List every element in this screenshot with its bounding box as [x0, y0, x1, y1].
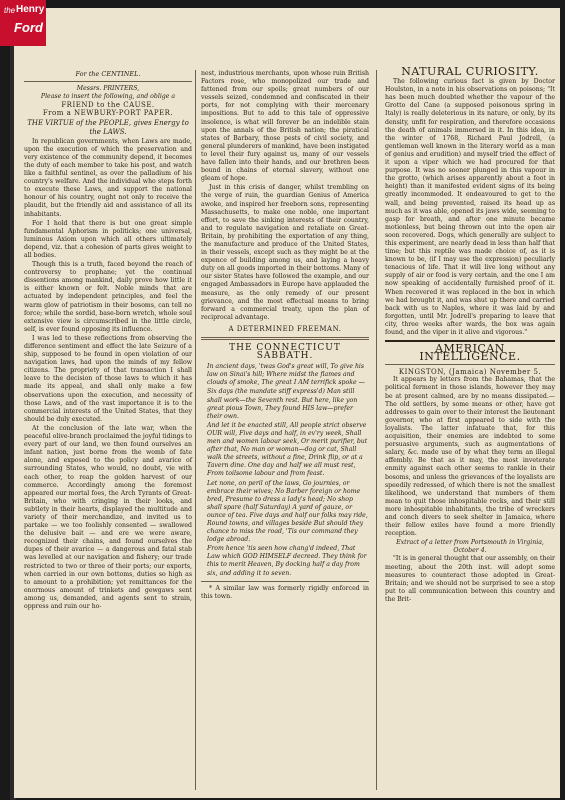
footnote: * A similar law was formerly rigidly enforced in this town.	[201, 584, 369, 600]
salutation: Messrs. PRINTERS,	[76, 85, 140, 93]
extract-heading: Extract of a letter from Portsmouth in Virginia, October 4.	[396, 539, 544, 555]
column-header: For the CENTINEL.	[75, 70, 141, 78]
divider	[201, 581, 369, 582]
poem-verse: Six days (the mandate stiff express'd) Man still shall work—the Seventh rest. But here, like yon great pious Town, They found HIS law—prefer their own.	[207, 388, 358, 420]
poem-verse: Let none, on peril of the laws, Go journies, or embrace their wives; No Barber foreign or home bred, Presume to dress a lady's head; No shop shall spare (half Saturday) A yard of gauze, or ounce of tea. Five days and half our folks may ride, Round towns, and villages beside But should they chance to miss the road, 'Tis our command they lodge abroad.	[207, 479, 368, 544]
article-title: THE VIRTUE of the PEOPLE, gives Energy to the LAWS.	[27, 119, 189, 136]
paragraph: nest, industrious merchants, upon whose ruin British Factors rose, who monopolized our trade and fattened from our spoils; great numbers of our vessels seized, condemned and confiscated in their ports, for not complying with their mercenary impositions. But to add to this tale of oppressive insolence, is what will forever be an indelible stain upon the annals of the British nation; the piratical states of Barbary, those pests of civil society, and general plunderers of mankind, have been instigated to level their fury against us, many of our vessels have fallen into their hands, and our brethren been bound in chains of eternal slavery, without one gleam of hope.	[201, 70, 369, 183]
column-middle	[201, 70, 369, 602]
request-line: Please to insert the following, and oblige a	[40, 93, 176, 101]
paragraph: "It is in general thought that our assembly, on their meeting, about the 20th inst. will adopt some measures to counteract those adopted in Great-Britain; and we should not be surprised to see a stop put to all communication between this country and the Brit-	[385, 555, 555, 603]
paragraph: In republican governments, when Laws are made, upon the execution of which the preservation and very existence of the community depend, it becomes the duty of each member to take his post, and watch like a faithful sentinel, as over the palladium of his country's welfare. And the individual who steps forth to execute these Laws, and support the national honour of his country, ought not only to receive the plaudit, but the friendly aid and assistance of all its inhabitants.	[24, 137, 192, 218]
poem-title: THE CONNECTICUT SABBATH.	[229, 343, 341, 362]
paragraph: At the conclusion of the late war, when the peaceful olive-branch proclaimed the joyful tidings to every part of our land, we then found ourselves an infant nation, just borne from the womb of fate alone, and exposed to the policy and avarice of surrounding States, who would, no doubt, vie with each other, to reap the golden harvest of our commerce. Accordingly among the foremost appeared our mortal foes, the Arch Tyrants of Great-Britain, who with cringing in their looks, and subtlety in their hearts, displayed the multitude and variety of their merchandize, and invited us to partake — we too foolishly consented — swallowed the delusive bait — and ere we were aware, recognized their chains, and found ourselves the dupes of their avarice — a dangerous and fatal stab was levelled at our navigation and fishery; our trade restricted to two or three of their ports; our exports, when carried in our own bottoms, duties so high as to amount to a prohibition; yet remittances for the enormous amount of trinkets and gewgaws sent among us, demanded, and agents sent to strain, oppress and ruin our ho-	[24, 424, 192, 610]
henry-ford-logo	[0, 0, 46, 46]
section-title: AMERICAN INTELLIGENCE.	[419, 342, 521, 364]
logo-text: the	[4, 6, 16, 15]
column-rule	[376, 70, 377, 790]
column-rule	[195, 70, 196, 790]
column-left	[24, 70, 192, 612]
column-right	[385, 66, 555, 605]
paragraph: Though this is a truth, faced beyond the reach of controversy to prophane; yet the continual dissentions among mankind, daily prove how little it is either known or felt. Noble minds that are actuated by independent principles, and feel the warm glow of patriotism in their bosoms, can tell no force; while the sordid, base-born wretch, whole soul extensive view is circumscribed in the little circle, self, is ever found opposing its influence.	[24, 261, 192, 333]
paragraph: Just in this crisis of danger, whilst trembling on the verge of ruin, the guardian Genius of America awoke, and inspired her freeborn sons, representing Massachusetts, to make one noble, one important effort, to save the sinking interests of their country, and to regulate navigation and retaliate on Great-Britain, by prohibiting the exportation of any thing, the manufacture and produce of the United States, in their vessels, except such as they might be at the expence of building among us, and laying a heavy duty on all goods imported in their bottoms. Many of our sister States have followed the example, and our engaged Ambassadors in Europe have applauded the measure, as the only remedy of our present grievance, and the most effectual means to bring forward a commercial treaty, upon the plan of reciprocal advantage.	[201, 184, 369, 321]
source-line: From a NEWBURY-PORT PAPER.	[42, 109, 174, 118]
divider	[24, 81, 192, 82]
dateline: KINGSTON, (Jamaica) November 5.	[398, 368, 542, 377]
logo-text: Ford	[14, 20, 43, 35]
section-title: NATURAL CURIOSITY.	[401, 65, 539, 78]
request-signature: FRIEND to the CAUSE.	[61, 101, 155, 110]
paragraph: The following curious fact is given by Doctor Houlston, in a note in his observations on poisons; "It has been much doubted whether the vapour of the Grotto del Cane (a supposed poisonous spring in Italy) is really deleterious in its nature, or only, by its density, unfit for respiration, and therefore occasions the death of animals immersed in it. In this idea, in the winter of 1768, Richard Paul Jodrell, (a gentleman well known in the literary world as a man of genius and erudition) and myself tried the effect of it upon a viper which we had procured for that purpose. It was no sooner plunged in this vapour in the grotto, (which arises apparently about a foot in height) than it manifested evident signs of its being greatly incommoded. It endeavoured to get to the wall, and being prevented, raised its head up as much as it was able, opened its jaws wide, seeming to gasp for breath, and after one minute became motionless, but being thrown out into the open air soon recovered. Dogs, which generally are subject to this experiment, are nearly dead in less than half that time; but this reptile was made choice of, as it is known to be, (if I may use the expression) peculiarly tenacious of life. That it will live long without any supply of air or food is very certain, and the one I am now speaking of accidentally furnished proof of it. When recovered it was replaced in the box in which we had brought it, and was shut up there and carried back with us to Naples, where it was laid by and forgotten, until Mr. Jodrell's preparing to leave that city, three weeks after wards, the box was again found, and the viper in it alive and vigorous."	[385, 78, 555, 336]
divider	[385, 364, 555, 365]
newspaper-page	[14, 8, 560, 798]
divider	[201, 337, 369, 340]
poem-verse: And let it be enacted still, All people strict observe OUR will, Five days and half, in ev'ry week, Shall men and women labour seek, Or merit purifier, but after that, No man or woman—dog or cat, Shall walk the streets, without a fine, Drink flip, or at a Tavern dine. One day and half we all must rest, From toilsome labour and from feast.	[207, 421, 368, 478]
paragraph: For I hold that there is but one great simple fundamental Aphorism in politicks; one universal, luminous Axiom upon which all others ultimately depend, viz. that a cohesion of parts gives weight to all bodies.	[24, 219, 192, 259]
paragraph: It appears by letters from the Bahamas, that the political ferment in those islands, however they may be at present calmed, are by no means dissipated.—The old settlers, by some means or other, have got addresses to gain over to their interest the lieutenant governor, who at first appeared to side with the loyalists. The latter infatuate that, for this acquisition, their enemies are indebted to some persuasive arguments, such as augmentations of salary, &c. made use of by what they term an illegal affembly. Be that as it may, the most inveterate enmity against each other seems to rankle in their bosoms, and unless the grievances of the loyalists are speedily redressed, of which there is not the smallest likelihood, we understand that numbers of them mean to quit those inhospitable rocks, and their still more inhospitable inhabitants, the tribe of wreckers and conch divers to seek shelter in Jamaica, where their fellow exiles have found a more friendly reception.	[385, 376, 555, 538]
paragraph: I was led to these reflections from observing the difference sentiment and effect the late Seizure of a ship, supposed to be found in open violation of our navigation laws, had upon the minds of my fellow citizens. The propriety of that transaction I shall leave to the decision of those laws to which it has made its appeal, and shall only make a few observations upon the execution, and necessity of those Laws, and of the vast importance it is to the commercial interests of the United States, that they should be duly executed.	[24, 334, 192, 423]
poem-verse: In ancient days, 'twas God's great will, To give his law on Sinai's hill; Where midst the flames and clouds of smoke, The great I AM terrifick spoke —	[207, 363, 365, 387]
logo-text: Henry	[16, 4, 45, 15]
article-signature: A DETERMINED FREEMAN.	[228, 324, 342, 333]
poem-verse: From hence 'tis seen how chang'd indeed, That Law which GOD HIMSELF decreed. They think for this to merit Heaven, By docking half a day from six, and adding it to seven.	[207, 545, 367, 577]
